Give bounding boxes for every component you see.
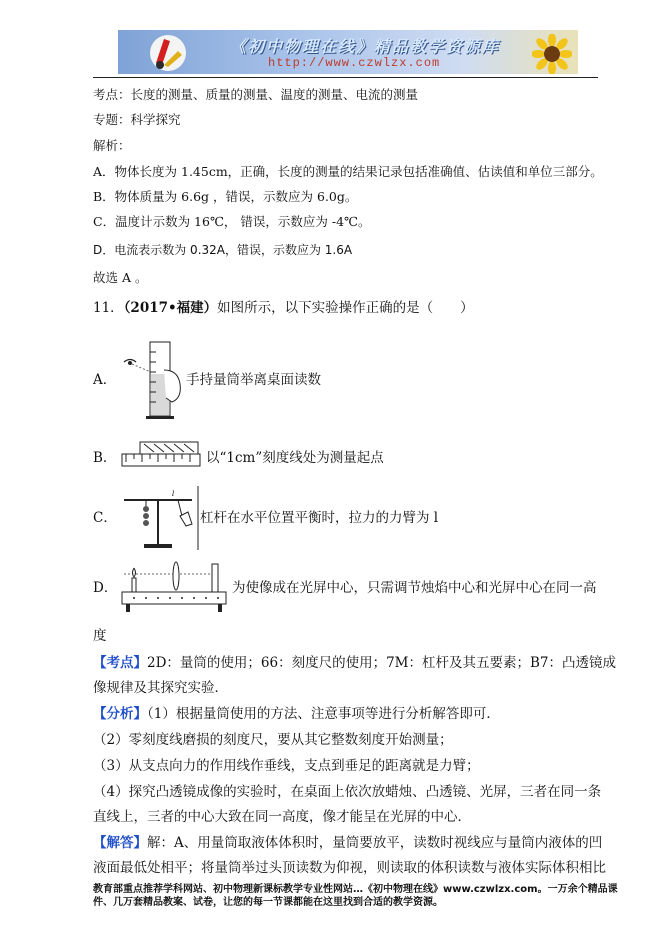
- kaodian-text-1: 2D：量筒的使用；66：刻度尺的使用；7M：杠杆及其五要素；B7：凸透镜成: [147, 655, 617, 671]
- jieda-block: [93, 835, 602, 851]
- option-a-label: A．: [93, 372, 117, 388]
- fenxi-text-3: （3）从支点向力的作用线作垂线，支点到垂足的距离就是力臂；: [93, 758, 480, 774]
- kaodian-line: 考点：长度的测量、质量的测量、温度的测量、电流的测量: [93, 87, 419, 102]
- ruler-figure: [118, 440, 202, 470]
- zhuanti-line: 专题：科学探究: [93, 112, 181, 127]
- option-d-label: D．: [93, 580, 118, 596]
- graduated-cylinder-figure: [120, 336, 186, 420]
- header-banner: [118, 30, 578, 74]
- banner-title: 《初中物理在线》精品教学资源库: [230, 37, 501, 56]
- lever-figure: [118, 486, 200, 550]
- analysis-option-b: B．物体质量为 6.6g ，错误，示数应为 6.0g。: [93, 189, 358, 204]
- answer-line: 故选 A 。: [93, 270, 148, 285]
- fenxi-text-2: （2）零刻度线磨损的刻度尺，要从其它整数刻度开始测量；: [93, 732, 453, 748]
- fenxi-text-4: （4）探究凸透镜成像的实验时，在桌面上依次放蜡烛、凸透镜、光屏，三者在同一条: [93, 784, 602, 800]
- fenxi-text-1: （1）根据量筒使用的方法、注意事项等进行分析解答即可．: [147, 706, 500, 722]
- kaodian-text-2: 像规律及其探究实验．: [93, 680, 228, 696]
- header-divider: [93, 77, 598, 78]
- analysis-option-d: D．电流表示数为 0.32A，错误，示数应为 1.6A: [93, 243, 353, 257]
- jiexi-label: 解析：: [93, 138, 131, 153]
- kaodian-tag: 【考点】: [93, 655, 147, 671]
- sunflower-icon: [532, 34, 572, 74]
- option-b-text: 以“1cm”刻度线处为测量起点: [206, 450, 384, 466]
- banner-url[interactable]: http://www.czwlzx.com: [268, 56, 441, 70]
- analysis-option-c: C．温度计示数为 16℃， 错误，示数应为 -4℃。: [93, 214, 371, 229]
- question-number: 11．: [93, 300, 124, 316]
- fenxi-block: [93, 706, 500, 722]
- option-c-label: C．: [93, 510, 117, 526]
- kaodian-block: [93, 655, 616, 671]
- jieda-text-2: 液面最低处相平；将量筒举过头顶读数为仰视，则读取的体积读数与液体实际体积相比: [93, 860, 606, 876]
- site-logo-icon: [148, 33, 188, 73]
- jieda-tag: 【解答】: [93, 835, 147, 851]
- fenxi-tag: 【分析】: [93, 706, 147, 722]
- footer-line-1: 教育部重点推荐学科网站、初中物理新课标教学专业性网站…《初中物理在线》www.czwlzx.com。一万余个精品课: [93, 884, 618, 895]
- option-b-label: B．: [93, 450, 117, 466]
- question-source: （2017•福建）: [123, 300, 218, 316]
- analysis-option-a: A．物体长度为 1.45cm，正确，长度的测量的结果记录包括准确值、估读值和单位三部分。: [93, 164, 603, 179]
- option-c-text: 杠杆在水平位置平衡时，拉力的力臂为 l: [200, 510, 439, 526]
- optical-bench-figure: [118, 556, 232, 614]
- fenxi-text-5: 直线上，三者的中心大致在同一高度，像才能呈在光屏的中心．: [93, 809, 471, 825]
- svg-text:l: l: [172, 490, 175, 498]
- option-d-text-cont: 度: [93, 628, 107, 644]
- question-text: 如图所示，以下实验操作正确的是（ ）: [217, 300, 474, 316]
- option-d-text: 为使像成在光屏中心，只需调节烛焰中心和光屏中心在同一高: [232, 580, 597, 596]
- jieda-text-1: 解：A、用量筒取液体体积时，量筒要放平，读数时视线应与量筒内液体的凹: [147, 835, 603, 851]
- question-11-stem: [93, 300, 474, 316]
- option-a-text: 手持量筒举离桌面读数: [186, 372, 321, 388]
- footer-line-2: 件、几万套精品教案、试卷，让您的每一节课都能在这里找到合适的教学资源。: [93, 897, 443, 908]
